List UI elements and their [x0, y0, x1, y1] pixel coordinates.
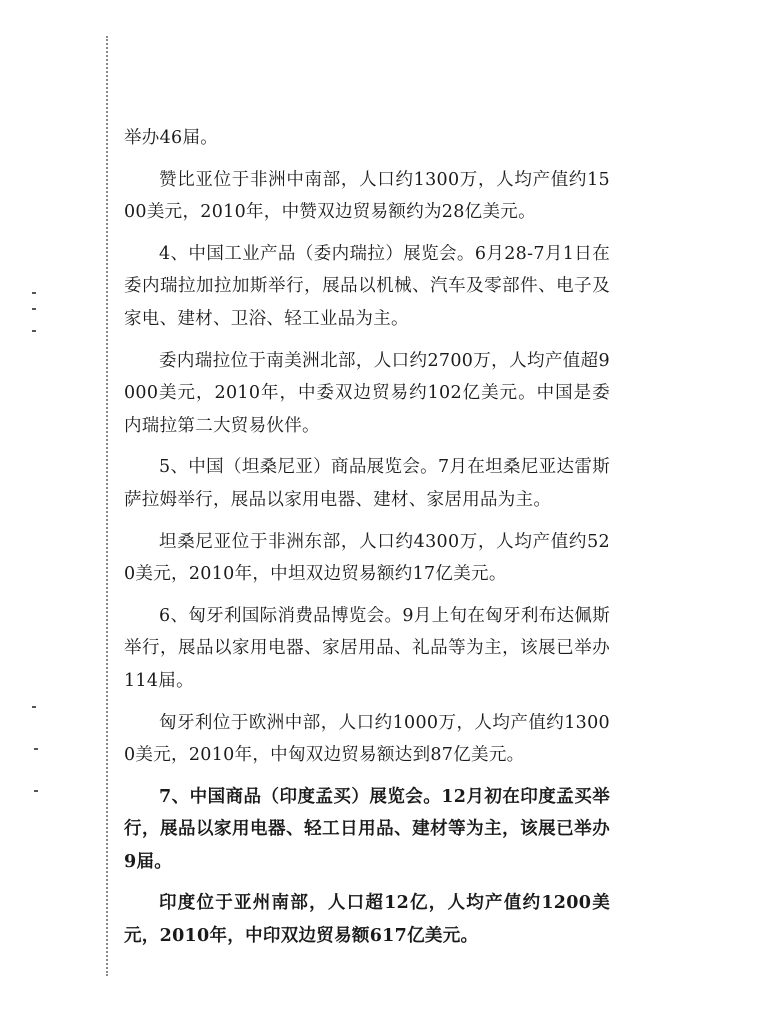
binding-margin-line	[106, 36, 108, 976]
paragraph: 举办46届。	[124, 128, 219, 148]
paragraph: 4、中国工业产品（委内瑞拉）展览会。6月28-7月1日在委内瑞拉加拉加斯举行，展品以机械、汽车及零部件、电子及家电、建材、卫浴、轻工业品为主。	[124, 243, 610, 329]
paragraph: 7、中国商品（印度孟买）展览会。12月初在印度孟买举行，展品以家用电器、轻工日用品、建材等为主，该展已举办9届。	[124, 786, 610, 872]
document-body	[124, 122, 610, 962]
margin-speck	[34, 790, 38, 792]
paragraph: 印度位于亚州南部，人口超12亿，人均产值约1200美元，2010年，中印双边贸易额617亿美元。	[124, 893, 610, 947]
paragraph: 坦桑尼亚位于非洲东部，人口约4300万，人均产值约520美元，2010年，中坦双边贸易额约17亿美元。	[124, 531, 610, 585]
margin-speck	[32, 706, 36, 708]
paragraph: 赞比亚位于非洲中南部，人口约1300万，人均产值约1500美元，2010年，中赞双边贸易额约为28亿美元。	[124, 169, 610, 223]
paragraph: 6、匈牙利国际消费品博览会。9月上旬在匈牙利布达佩斯举行，展品以家用电器、家居用品、礼品等为主，该展已举办114届。	[124, 605, 610, 691]
margin-speck	[32, 330, 36, 332]
paragraph: 5、中国（坦桑尼亚）商品展览会。7月在坦桑尼亚达雷斯萨拉姆举行，展品以家用电器、建材、家居用品为主。	[124, 457, 610, 510]
margin-speck	[34, 748, 38, 750]
margin-speck	[32, 292, 36, 294]
margin-speck	[32, 308, 36, 310]
paragraph: 委内瑞拉位于南美洲北部，人口约2700万，人均产值超9000美元，2010年，中委双边贸易约102亿美元。中国是委内瑞拉第二大贸易伙伴。	[124, 350, 610, 436]
paragraph: 匈牙利位于欧洲中部，人口约1000万，人均产值约13000美元，2010年，中匈双边贸易额达到87亿美元。	[124, 712, 610, 766]
